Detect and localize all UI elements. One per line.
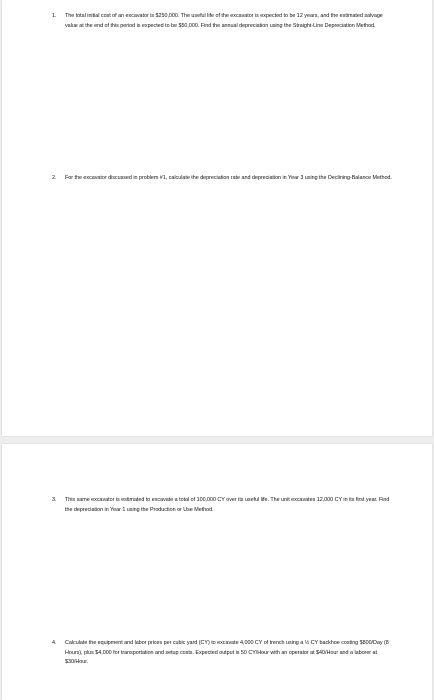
problem-3-number: 3.: [52, 497, 57, 503]
problem-2-number: 2.: [52, 175, 57, 181]
problem-4-number: 4.: [52, 640, 57, 646]
document-page-2: [2, 444, 432, 700]
problem-1-text: The total initial cost of an excavator is $250,000. The useful life of the excavator is expected to be 12 years, and the estimated salvage value at the end of this period is expected to be $50,000. Find the annual depreciation using the Straight-Line Depreciation Method.: [65, 13, 383, 29]
problem-2: [52, 174, 395, 184]
problem-3: [52, 496, 395, 515]
document-page-1: [2, 0, 432, 436]
problem-3-text: This same excavator is estimated to excavate a total of 100,000 CY over its useful life. The unit excavates 12,000 CY in its first year. Find the depreciation in Year 1 using the Production or Use Method.: [65, 497, 390, 513]
problem-2-text: For the excavator discussed in problem #1, calculate the depreciation rate and depreciation in Year 3 using the Declining-Balance Method.: [65, 175, 392, 181]
problem-1-number: 1.: [52, 13, 57, 19]
problem-4: [52, 639, 395, 668]
problem-4-text: Calculate the equipment and labor prices per cubic yard (CY) to excavate 4,000 CY of trench using a ½ CY backhoe costing $800/Day (8 Hours), plus $4,000 for transportation and setup costs. Expected output is 50 CY/Hour with an operator at $40/Hour and a laborer at $30/Hour.: [65, 640, 389, 666]
problem-1: [52, 12, 395, 31]
